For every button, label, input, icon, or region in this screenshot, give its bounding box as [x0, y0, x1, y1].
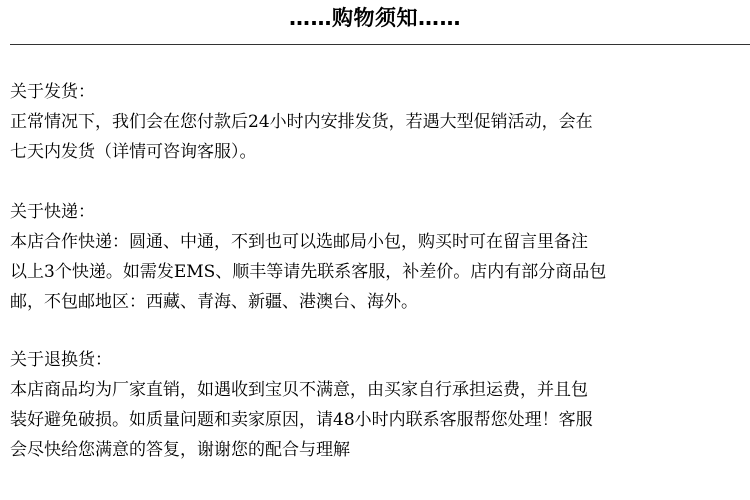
courier-section — [10, 197, 710, 317]
shipping-section — [10, 77, 710, 167]
shipping-heading: 关于发货： — [10, 82, 95, 102]
courier-line-3: 邮，不包邮地区：西藏、青海、新疆、港澳台、海外。 — [10, 292, 418, 312]
title-divider — [10, 44, 750, 45]
courier-line-1: 本店合作快递：圆通、中通，不到也可以选邮局小包，购买时可在留言里备注 — [10, 232, 588, 252]
returns-heading: 关于退换货： — [10, 350, 112, 370]
shipping-line-1: 正常情况下，我们会在您付款后24小时内安排发货，若遇大型促销活动，会在 — [10, 112, 593, 132]
returns-line-3: 会尽快给您满意的答复，谢谢您的配合与理解 — [10, 440, 350, 460]
returns-section — [10, 345, 710, 465]
shipping-line-2: 七天内发货（详情可咨询客服）。 — [10, 142, 257, 162]
returns-line-2: 装好避免破损。如质量问题和卖家原因，请48小时内联系客服帮您处理！客服 — [10, 410, 593, 430]
returns-line-1: 本店商品均为厂家直销，如遇收到宝贝不满意，由买家自行承担运费，并且包 — [10, 380, 588, 400]
page-title: ……购物须知…… — [289, 6, 461, 30]
courier-heading: 关于快递： — [10, 202, 95, 222]
courier-line-2: 以上3个快递。如需发EMS、顺丰等请先联系客服，补差价。店内有部分商品包 — [10, 262, 607, 282]
